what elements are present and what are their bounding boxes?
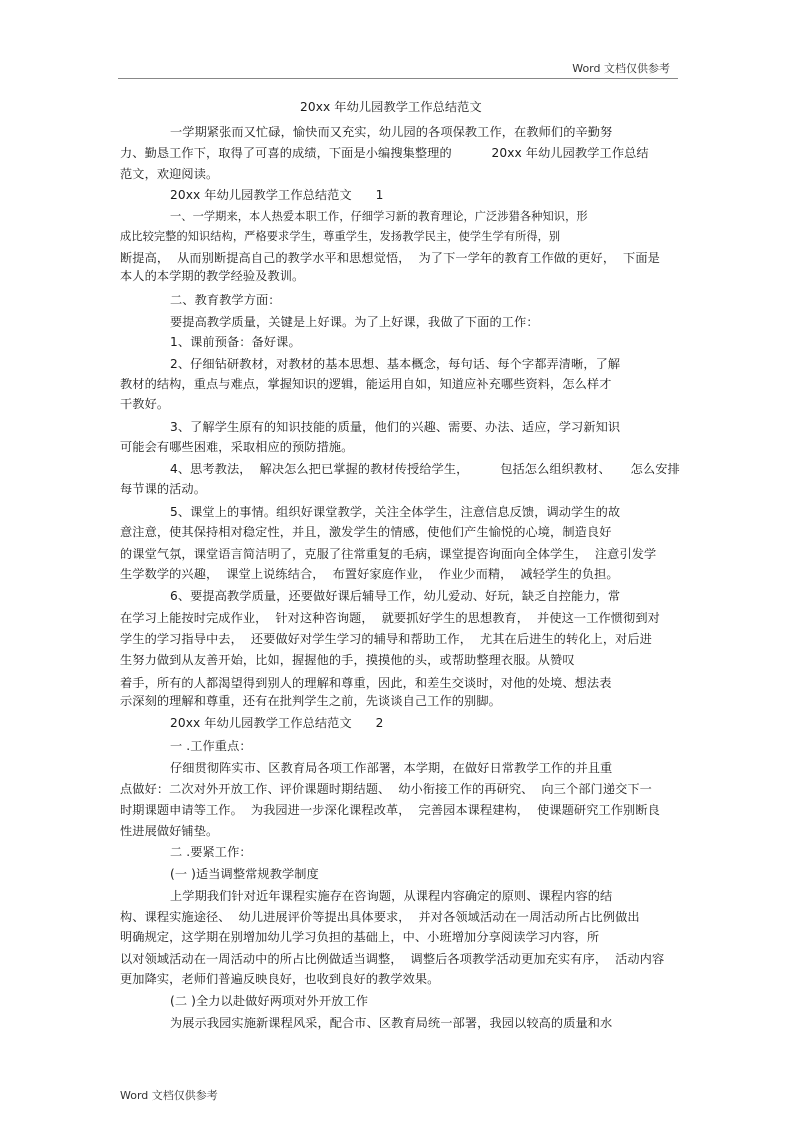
body-line: 生努力做到从友善开始，比如，握握他的手，摸摸他的头，或帮助整理衣服。从赞叹 — [120, 653, 575, 667]
body-line: 成比较完整的知识结构，严格要求学生，尊重学生，发扬教学民主，使学生学有所得，别 — [120, 230, 561, 243]
subsection-heading: 一 .工作重点： — [170, 739, 252, 753]
body-line: 明确规定，这学期在别增加幼儿学习负担的基础上，中、小班增加分享阅读学习内容，所 — [120, 930, 600, 944]
body-line: 断提高， 从而别断提高自己的教学水平和思想觉悟， 为了下一学年的教育工作做的更好， 下面是 — [120, 251, 660, 265]
body-line: 构、课程实施途径、 幼儿进展评价等提出具体要求， 并对各领域活动在一周活动所占比例做出 — [120, 910, 640, 924]
body-line: 干教好。 — [120, 397, 170, 411]
page-header-text: Word 文档仅供参考 — [572, 62, 670, 75]
body-line: 教材的结构，重点与难点，掌握知识的逻辑，能运用自如，知道应补充哪些资料，怎么样才 — [120, 377, 612, 391]
body-line: 力、勤恳工作下，取得了可喜的成绩，下面是小编搜集整理的 20xx 年幼儿园教学工作总结 — [120, 146, 649, 160]
subsection-heading: 二 .要紧工作： — [170, 845, 252, 859]
subsection-heading: (一 )适当调整常规教学制度 — [170, 867, 319, 881]
body-line: 示深刻的理解和尊重，还有在批判学生之前，先谈谈自己工作的别脚。 — [120, 694, 501, 708]
body-line: 上学期我们针对近年课程实施存在咨询题，从课程内容确定的原则、课程内容的结 — [170, 889, 613, 903]
body-line: 的课堂气氛，课堂语言简洁明了，克服了往常重复的毛病，课堂提咨询面向全体学生， 注意引发学 — [120, 547, 657, 561]
body-line: 性进展做好铺垫。 — [120, 824, 219, 838]
body-line: 着手，所有的人都渴望得到别人的理解和尊重，因此，和差生交谈时，对他的处境、想法表 — [120, 676, 612, 690]
body-line: 要提高教学质量，关键是上好课。为了上好课，我做了下面的工作： — [170, 315, 539, 329]
body-line: 更加降实，老师们普遍反映良好，也收到良好的教学效果。 — [120, 972, 440, 986]
header-rule — [118, 78, 678, 79]
doc-title: 20xx 年幼儿园教学工作总结范文 — [300, 100, 482, 114]
body-line: 为展示我园实施新课程风采，配合市、区教育局统一部署，我园以较高的质量和水 — [170, 1016, 613, 1030]
body-line: 一、一学期来，本人热爱本职工作，仔细学习新的教育理论，广泛涉猎各种知识，形 — [170, 210, 588, 223]
body-line: 5、课堂上的事情。组织好课堂教学，关注全体学生，注意信息反馈，调动学生的故 — [170, 505, 621, 519]
body-line: 以对领域活动在一周活动中的所占比例做适当调整， 调整后各项教学活动更加充实有序， 活动内容 — [120, 952, 665, 966]
section-heading: 20xx 年幼儿园教学工作总结范文 1 — [170, 188, 384, 202]
body-line: 每节课的活动。 — [120, 482, 207, 496]
section-heading: 20xx 年幼儿园教学工作总结范文 2 — [170, 716, 384, 730]
page-footer-text: Word 文档仅供参考 — [120, 1089, 218, 1102]
body-line: 2、仔细钻研教材，对教材的基本思想、基本概念，每句话、每个字都弄清晰，了解 — [170, 357, 621, 371]
body-line: 意注意，使其保持相对稳定性，并且，激发学生的情感，使他们产生愉悦的心境，制造良好 — [120, 525, 612, 539]
body-line: 本人的本学期的教学经验及教训。 — [120, 269, 305, 283]
body-line: 范文，欢迎阅读。 — [120, 167, 219, 181]
body-line: 点做好：二次对外开放工作、评价课题时期结题、 幼小衔接工作的再研究、 向三个部门递交下一 — [120, 782, 652, 796]
body-line: 6、要提高教学质量，还要做好课后辅导工作，幼儿爱动、好玩，缺乏自控能力，常 — [170, 589, 621, 603]
body-line: 4、思考教法， 解决怎么把已掌握的教材传授给学生， 包括怎么组织教材、 怎么安排 — [170, 462, 680, 476]
body-line: 仔细贯彻阵实市、区教育局各项工作部署，本学期，在做好日常教学工作的并且重 — [170, 761, 613, 775]
subsection-heading: (二 )全力以赴做好两项对外开放工作 — [170, 994, 368, 1008]
body-line: 时期课题申请等工作。 为我园进一步深化课程改革， 完善园本课程建构， 使课题研究工作别断良 — [120, 803, 660, 817]
subsection-heading: 二、教育教学方面： — [170, 293, 281, 307]
body-line: 3、了解学生原有的知识技能的质量，他们的兴趣、需要、办法、适应，学习新知识 — [170, 420, 621, 434]
body-line: 1、课前预备：备好课。 — [170, 335, 301, 349]
body-line: 可能会有哪些困难，采取相应的预防措施。 — [120, 440, 354, 454]
body-line: 一学期紧张而又忙碌，愉快而又充实，幼儿园的各项保教工作，在教师们的辛勤努 — [170, 125, 613, 139]
body-line: 生学数学的兴趣， 课堂上说练结合， 布置好家庭作业， 作业少而精， 减轻学生的负担。 — [120, 567, 619, 581]
body-line: 在学习上能按时完成作业， 针对这种咨询题， 就要抓好学生的思想教育， 并使这一工作惯彻到对 — [120, 611, 660, 625]
body-line: 学生的学习指导中去， 还要做好对学生学习的辅导和帮助工作， 尤其在后进生的转化上，对后进 — [120, 632, 652, 646]
